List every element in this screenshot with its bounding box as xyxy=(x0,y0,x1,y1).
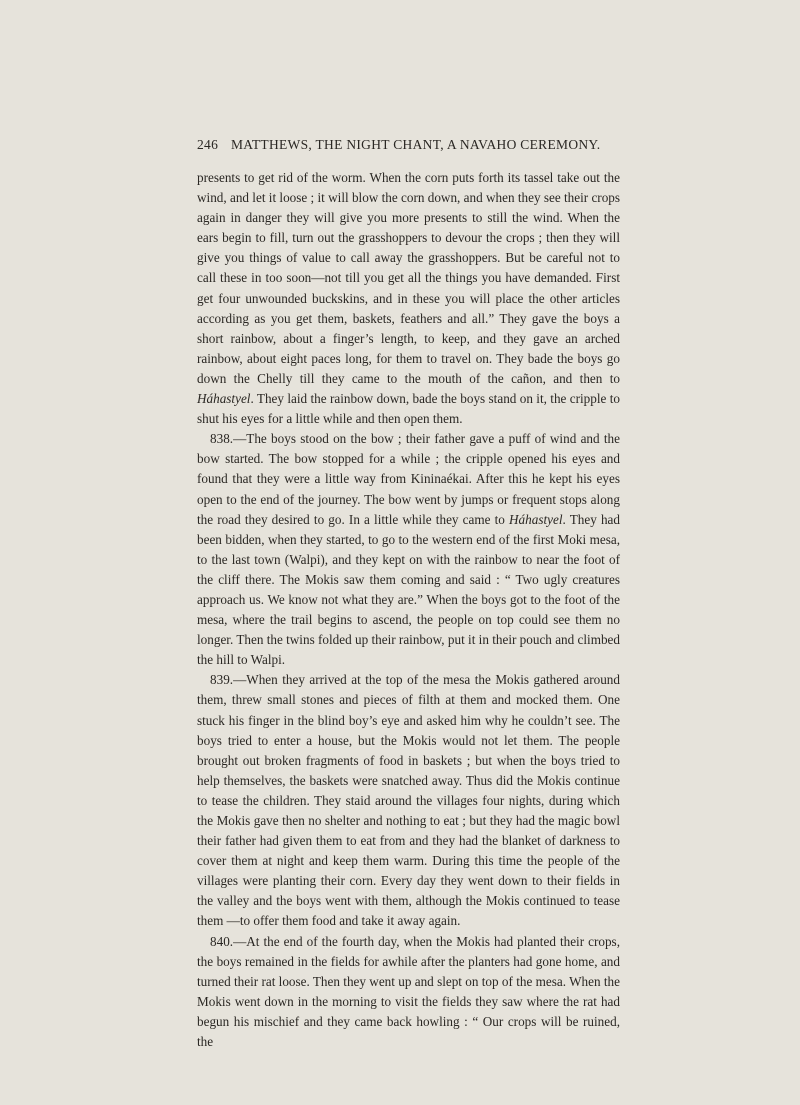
paragraph-838: 838.—The boys stood on the bow ; their father gave a puff of wind and the bow started. The bow stopped for a while ; the cripple opened his eyes and found that they were a little way from Kininaékai. After this he kept his eyes open to the end of the journey. The bow went by jumps or frequent stops along the road they desired to go. In a little while they came to Háhastyel. They had been bidden, when they started, to go to the western end of the first Moki mesa, to the last town (Walpi), and they kept on with the rainbow to near the foot of the cliff there. The Mokis saw them coming and said : “ Two ugly creatures approach us. We know not what they are.” When the boys got to the foot of the mesa, where the trail begins to ascend, the people on top could see them no longer. Then the twins folded up their rainbow, put it in their pouch and climbed the hill to Walpi. xyxy=(197,431,621,668)
running-title: MATTHEWS, THE NIGHT CHANT, A NAVAHO CEREMONY. xyxy=(231,137,601,152)
page-number: 246 xyxy=(197,137,219,152)
place-name: Háhastyel xyxy=(509,511,563,527)
paragraph-continued: presents to get rid of the worm. When the corn puts forth its tassel take out the wind, and let it loose ; it will blow the corn down, and when they see their crops again in danger they will give you more presents to still the wind. When the ears begin to fill, turn out the grasshoppers to devour the crops ; then they will give you things of value to call away the grasshoppers. But be careful not to call these in too soon—not till you get all the things you have demanded. First get four unwounded buckskins, and in these you will place the other articles according as you get them, baskets, feathers and all.” They gave the boys a short rainbow, about a finger’s length, to keep, and they gave an arched rainbow, about eight paces long, for them to travel on. They bade the boys go down the Chelly till they came to the mouth of the cañon, and then to Háhastyel. They laid the rainbow down, bade the boys stand on it, the cripple to shut his eyes for a little while and then open them. xyxy=(197,170,621,427)
paragraph-840: 840.—At the end of the fourth day, when the Mokis had planted their crops, the boys remained in the fields for awhile after the planters had gone home, and turned their rat loose. Then they went up and slept on top of the mesa. When the Mokis went down in the morning to visit the fields they saw where the rat had begun his mischief and they came back howling : “ Our crops will be ruined, the xyxy=(197,933,620,1050)
paragraph-839: 839.—When they arrived at the top of the mesa the Mokis gathered around them, threw small stones and pieces of filth at them and mocked them. One stuck his finger in the blind boy’s eye and asked him why he couldn’t see. The boys tried to enter a house, but the Mokis would not let them. The people brought out broken fragments of food in baskets ; but when the boys tried to help themselves, the baskets were snatched away. Thus did the Mokis continue to tease the children. They staid around the villages four nights, during which the Mokis gave then no shelter and nothing to eat ; but they had the magic bowl their father had given them to eat from and they had the blanket of darkness to cover them at night and keep them warm. During this time the people of the villages were planting their corn. Every day they went down to their fields in the valley and the boys went with them, although the Mokis continued to tease them —to offer them food and take it away again. xyxy=(197,672,620,929)
place-name: Háhastyel xyxy=(197,391,251,407)
body-text xyxy=(197,168,620,1052)
